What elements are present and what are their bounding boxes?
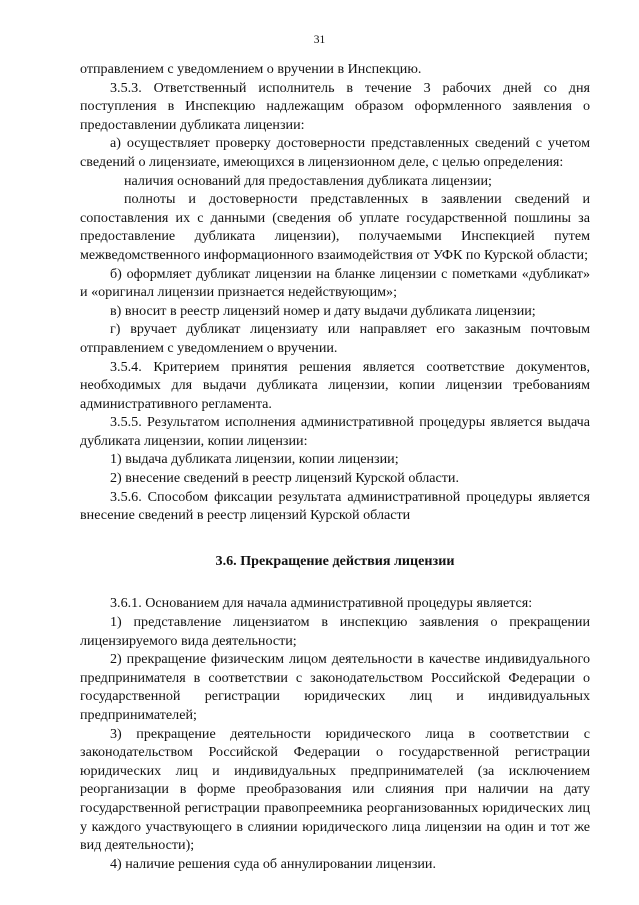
- paragraph: 4) наличие решения суда об аннулировании лицензии.: [110, 855, 436, 872]
- paragraph: 3.6.1. Основанием для начала административной процедуры является:: [110, 595, 533, 612]
- paragraph: а) осуществляет проверку достоверности представленных сведений с учетом сведений о лицензиате, имеющихся в лицензионном деле, с целью определения:: [80, 135, 590, 170]
- paragraph: наличия оснований для предоставления дубликата лицензии;: [124, 172, 492, 189]
- paragraph: полноты и достоверности представленных в заявлении сведений и сопоставления их с данными (сведения об уплате государственной пошлины за предоставление дубликата лицензии), получаемыми Инспекцией путем межведомственного информационного взаимодействия от УФК по Курской области;: [80, 191, 590, 263]
- paragraph: в) вносит в реестр лицензий номер и дату выдачи дубликата лицензии;: [110, 302, 536, 319]
- paragraph: 2) прекращение физическим лицом деятельности в качестве индивидуального предпринимателя в соответствии с законодательством Российской Федерации о государственной регистрации юридических лиц и индивидуальных предпринимателей;: [80, 651, 590, 723]
- paragraph: 1) выдача дубликата лицензии, копии лицензии;: [110, 451, 399, 468]
- section-heading: 3.6. Прекращение действия лицензии: [215, 552, 455, 569]
- paragraph: 3.5.6. Способом фиксации результата административной процедуры является внесение сведений в реестр лицензий Курской области: [80, 488, 590, 524]
- paragraph: 1) представление лицензиатом в инспекцию заявления о прекращении лицензируемого вида деятельности;: [80, 614, 590, 649]
- paragraph: 3.5.5. Результатом исполнения административной процедуры является выдача дубликата лицензии, копии лицензии:: [80, 414, 590, 449]
- paragraph: 3) прекращение деятельности юридического лица в соответствии с законодательством Российской Федерации о государственной регистрации юридических лиц и индивидуальных предпринимателей (за исключением реорганизации в форме преобразования или слияния при наличии на дату государственной регистрации правопреемника реорганизованных юридических лиц у каждого участвующего в слиянии юридического лица лицензии на один и тот же вид деятельности);: [80, 725, 590, 854]
- document-body: [80, 60, 590, 873]
- paragraph: 2) внесение сведений в реестр лицензий Курской области.: [110, 470, 459, 487]
- paragraph: 3.5.4. Критерием принятия решения является соответствие документов, необходимых для выдачи дубликата лицензии, копии лицензии требованиям административного регламента.: [80, 358, 590, 412]
- paragraph: отправлением с уведомлением о вручении в Инспекцию.: [80, 61, 422, 77]
- paragraph: г) вручает дубликат лицензиату или направляет его заказным почтовым отправлением с уведомлением о вручении.: [80, 321, 590, 356]
- paragraph: б) оформляет дубликат лицензии на бланке лицензии с пометками «дубликат» и «оригинал лицензии признается недействующим»;: [80, 265, 590, 301]
- page-number: 31: [313, 34, 326, 46]
- paragraph: 3.5.3. Ответственный исполнитель в течение 3 рабочих дней со дня поступления в Инспекцию надлежащим образом оформленного заявления о предоставлении дубликата лицензии:: [80, 79, 590, 133]
